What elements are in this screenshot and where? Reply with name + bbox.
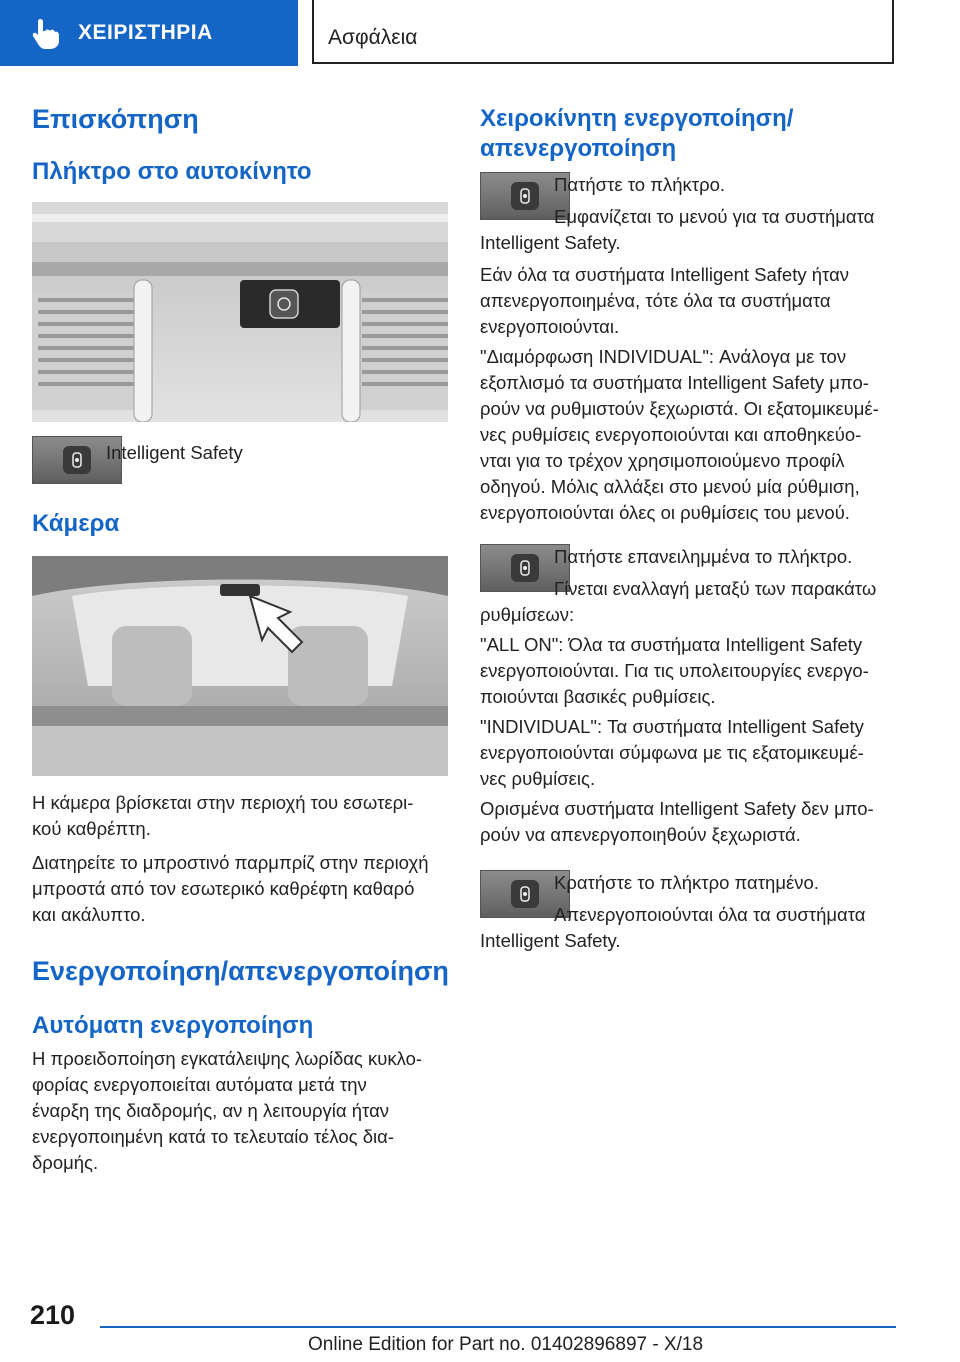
edition-info: Online Edition for Part no. 01402896897 - X/18 bbox=[308, 1334, 704, 1355]
car-assist-icon bbox=[516, 559, 534, 577]
button-heading: Πλήκτρο στο αυτοκίνητο bbox=[32, 158, 312, 185]
step1-instruction: Πατήστε το πλήκτρο. bbox=[554, 174, 726, 195]
page-number: 210 bbox=[30, 1300, 76, 1330]
car-assist-icon bbox=[516, 885, 534, 903]
step2-result: Γίνεται εναλλαγή μεταξύ των παρακάτω ρυθμίσεων: bbox=[480, 578, 877, 625]
step3-result: Απενεργοποιούνται όλα τα συστήματα Intelligent Safety. bbox=[480, 904, 866, 951]
step3-instruction: Κρατήστε το πλήκτρο πατημένο. bbox=[554, 872, 819, 893]
footer-divider bbox=[100, 1326, 896, 1328]
para-all-off: Εάν όλα τα συστήματα Intelligent Safety ήταν απενεργοποιημένα, τότε όλα τα συστήματα ενεργοποιούνται. bbox=[480, 264, 850, 337]
car-assist-icon bbox=[68, 451, 86, 469]
activation-heading: Ενεργοποίηση/απενεργοποίηση bbox=[32, 956, 449, 986]
camera-location-photo bbox=[32, 556, 448, 776]
auto-activation-heading: Αυτόματη ενεργοποίηση bbox=[32, 1012, 314, 1039]
camera-text bbox=[32, 790, 452, 928]
para-individual-config: "Διαμόρφωση INDIVIDUAL": Ανάλογα με τον εξοπλισμό τα συστήματα Intelligent Safety μπο- ρούν να ρυθμιστούν ξεχωριστά. Οι εξατομικευμέ- νες ρυθμίσεις ενεργοποιούνται και αποθηκεύο- νται για το τρέχον χρησιμοποιούμενο προφίλ οδηγού. Μόλις αλλάξει στο μενού μία ρύθμιση, ενεργοποιούνται όλες οι ρυθμίσεις του μενού. bbox=[480, 346, 879, 523]
para-some-systems: Ορισμένα συστήματα Intelligent Safety δεν μπο- ρούν να απενεργοποιηθούν ξεχωριστά. bbox=[480, 798, 874, 845]
camera-heading: Κάμερα bbox=[32, 510, 120, 537]
step2-instruction: Πατήστε επανειλημμένα το πλήκτρο. bbox=[554, 546, 853, 567]
para-all-on: "ALL ON": Όλα τα συστήματα Intelligent Safety ενεργοποιούνται. Για τις υπολειτουργίες ενεργο- ποιούνται βασικές ρυθμίσεις. bbox=[480, 634, 869, 707]
section-header bbox=[312, 0, 894, 64]
section-title: Ασφάλεια bbox=[328, 26, 418, 49]
overview-heading: Επισκόπηση bbox=[32, 104, 199, 134]
dashboard-button-photo bbox=[32, 202, 448, 422]
camera-paragraph-1: Η κάμερα βρίσκεται στην περιοχή του εσωτερι- κού καθρέπτη. bbox=[32, 792, 414, 839]
camera-paragraph-2: Διατηρείτε το μπροστινό παρμπρίζ στην περιοχή μπροστά από τον εσωτερικό καθρέφτη καθαρό και ακάλυπτο. bbox=[32, 852, 429, 925]
manual-activation-heading: Χειροκίνητη ενεργοποίηση/ απενεργοποίηση bbox=[480, 105, 794, 162]
para-individual: "INDIVIDUAL": Τα συστήματα Intelligent Safety ενεργοποιούνται σύμφωνα με τις εξατομικευμέ- νες ρυθμίσεις. bbox=[480, 716, 864, 789]
pointing-hand-icon bbox=[28, 15, 64, 51]
car-assist-icon bbox=[516, 187, 534, 205]
chapter-label: ΧΕΙΡΙΣΤΗΡΙΑ bbox=[78, 21, 213, 44]
auto-activation-text: Η προειδοποίηση εγκατάλειψης λωρίδας κυκλο- φορίας ενεργοποιείται αυτόματα μετά την έναρξη της διαδρομής, αν η λειτουργία ήταν ενεργοποιημένη κατά το τελευταίο τέλος δια- δρομής. bbox=[32, 1048, 423, 1173]
chapter-tab bbox=[0, 0, 298, 66]
button-caption: Intelligent Safety bbox=[106, 442, 243, 463]
step1-result: Εμφανίζεται το μενού για τα συστήματα Intelligent Safety. bbox=[480, 206, 875, 253]
